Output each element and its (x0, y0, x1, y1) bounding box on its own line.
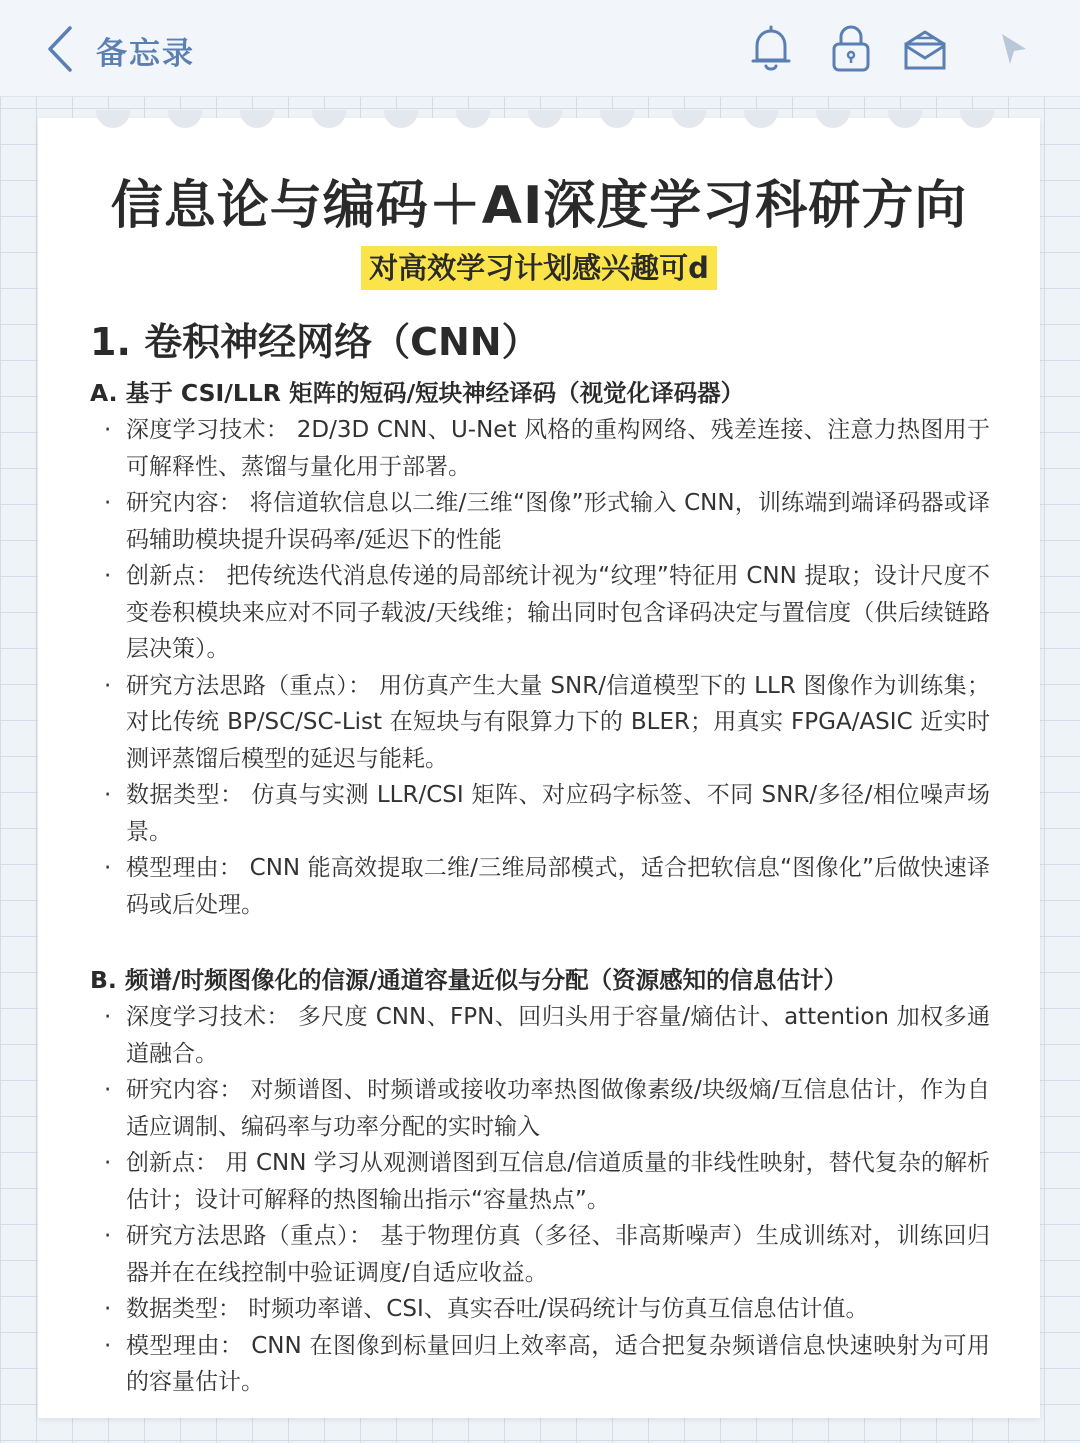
list-item: · 研究内容： 对频谱图、时频谱或接收功率热图做像素级/块级熵/互信息估计，作为自适应调制、编码率与功率分配的实时输入 (90, 1072, 990, 1145)
bullet: · (104, 1223, 112, 1249)
list-item: · 深度学习技术： 2D/3D CNN、U-Net 风格的重构网络、残差连接、注意力热图用于可解释性、蒸馏与量化用于部署。 (90, 412, 990, 485)
list-item: · 研究方法思路（重点）： 基于物理仿真（多径、非高斯噪声）生成训练对，训练回归器并在在线控制中验证调度/自适应收益。 (90, 1218, 990, 1291)
punch-hole (960, 110, 994, 128)
paper-punch-holes (38, 110, 1040, 136)
punch-hole (744, 110, 778, 128)
note-paper (38, 118, 1040, 1418)
bullet: · (104, 672, 112, 699)
list-item: · 研究内容： 将信道软信息以二维/三维“图像”形式输入 CNN，训练端到端译码器或译码辅助模块提升误码率/延迟下的性能 (90, 485, 990, 558)
list-item: · 深度学习技术： 多尺度 CNN、FPN、回归头用于容量/熵估计、attention 加权多通道融合。 (90, 999, 990, 1072)
punch-hole (528, 110, 562, 128)
list-item: · 模型理由： CNN 在图像到标量回归上效率高，适合把复杂频谱信息快速映射为可用的容量估计。 (90, 1328, 990, 1401)
mail-icon[interactable] (902, 24, 948, 74)
punch-hole (888, 110, 922, 128)
bullet: · (104, 782, 112, 808)
subsection-title-a: A. 基于 CSI/LLR 矩阵的短码/短块神经译码（视觉化译码器） (90, 379, 745, 407)
bullet: · (104, 1296, 112, 1322)
top-toolbar (0, 0, 1080, 97)
list-item: · 研究方法思路（重点）： 用仿真产生大量 SNR/信道模型下的 LLR 图像作为训练集；对比传统 BP/SC/SC-List 在短块与有限算力下的 BLER；用真实 FPGA/ASIC 近实时测评蒸馏后模型的延迟与能耗。 (90, 668, 990, 778)
punch-hole (600, 110, 634, 128)
punch-hole (816, 110, 850, 128)
subsection-b-list (90, 999, 990, 1401)
bell-icon[interactable] (748, 24, 794, 74)
bullet: · (104, 490, 112, 516)
back-chevron-icon[interactable] (40, 24, 84, 74)
section-title: 1. 卷积神经网络（CNN） (90, 320, 540, 364)
list-item: · 创新点： 用 CNN 学习从观测谱图到互信息/信道质量的非线性映射，替代复杂的解析估计；设计可解释的热图输出指示“容量热点”。 (90, 1145, 990, 1218)
list-item: · 数据类型： 时频功率谱、CSI、真实吞吐/误码统计与仿真互信息估计值。 (90, 1291, 990, 1328)
bullet: · (104, 1150, 112, 1176)
punch-hole (384, 110, 418, 128)
bullet: · (104, 1332, 112, 1359)
note-content (90, 316, 990, 1401)
bullet: · (104, 417, 112, 443)
punch-hole (312, 110, 346, 128)
send-arrow-icon[interactable] (996, 24, 1032, 74)
bullet: · (104, 1004, 112, 1030)
bullet: · (104, 1077, 112, 1103)
lock-icon[interactable] (828, 24, 874, 74)
punch-hole (168, 110, 202, 128)
list-item: · 创新点： 把传统迭代消息传递的局部统计视为“纹理”特征用 CNN 提取；设计尺度不变卷积模块来应对不同子载波/天线维；输出同时包含译码决定与置信度（供后续链路层决策）。 (90, 558, 990, 668)
note-title: 信息论与编码＋AI深度学习科研方向 (110, 176, 968, 236)
list-item: · 模型理由： CNN 能高效提取二维/三维局部模式，适合把软信息“图像化”后做快速译码或后处理。 (90, 850, 990, 923)
subtitle-row (38, 246, 1040, 290)
subsection-title-b: B. 频谱/时频图像化的信源/通道容量近似与分配（资源感知的信息估计） (90, 966, 848, 994)
subsection-a-list (90, 412, 990, 923)
notes-back-title[interactable]: 备忘录 (96, 36, 195, 72)
punch-hole (96, 110, 130, 128)
list-item: · 数据类型： 仿真与实测 LLR/CSI 矩阵、对应码字标签、不同 SNR/多径/相位噪声场景。 (90, 777, 990, 850)
highlighted-subtitle: 对高效学习计划感兴趣可d (361, 246, 717, 290)
bullet: · (104, 563, 112, 589)
punch-hole (240, 110, 274, 128)
punch-hole (456, 110, 490, 128)
punch-hole (672, 110, 706, 128)
bullet: · (104, 855, 112, 881)
